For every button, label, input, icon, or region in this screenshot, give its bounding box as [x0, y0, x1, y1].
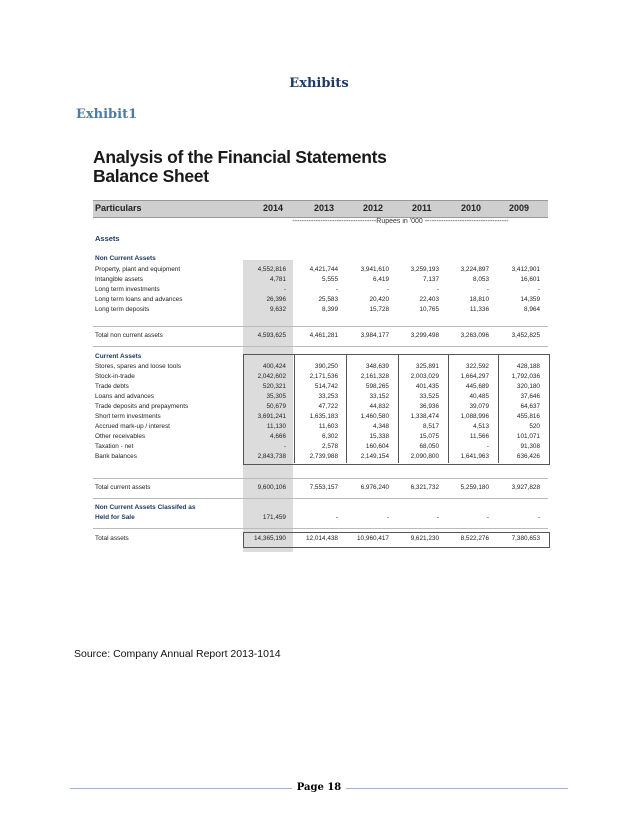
cell-2013: 390,250: [314, 363, 338, 370]
cell-2013: 4,421,744: [309, 266, 338, 273]
cell-2014: 400,424: [262, 363, 286, 370]
total-row: [93, 332, 548, 342]
cell-2011: 8,517: [423, 423, 439, 430]
cell-2012: 15,338: [369, 433, 389, 440]
divider: [93, 498, 548, 499]
cell-2014: 35,305: [266, 393, 286, 400]
current-assets-heading: Current Assets: [95, 353, 142, 360]
cell-2014: 4,552,816: [257, 266, 286, 273]
units-note: ------------------------------------Rupees in '000 ------------------------------------: [292, 218, 509, 225]
cell-2009: -: [537, 514, 540, 521]
cell-2012: 6,976,240: [360, 484, 389, 491]
table-row: [93, 306, 548, 316]
table-row: [93, 393, 548, 403]
cell-2014: 50,679: [266, 403, 286, 410]
cell-2010: 11,336: [469, 306, 489, 313]
cell-2012: 4,348: [373, 423, 389, 430]
cell-2010: 5,259,180: [460, 484, 489, 491]
table-row: [93, 383, 548, 393]
cell-2012: -: [386, 286, 389, 293]
cell-2009: 3,452,825: [511, 332, 540, 339]
cell-2012: 3,941,610: [360, 266, 389, 273]
cell-2009: 14,359: [520, 296, 540, 303]
cell-2011: 22,403: [419, 296, 439, 303]
cell-2009: 16,601: [520, 276, 540, 283]
cell-2012: 20,420: [369, 296, 389, 303]
table-row: [93, 413, 548, 423]
year-header: 2011: [412, 203, 432, 213]
non-current-heading: Non Current Assets: [95, 255, 156, 262]
row-label: Taxation - net: [95, 443, 134, 450]
statement-title: Analysis of the Financial Statements: [93, 147, 387, 167]
cell-2009: 37,646: [520, 393, 540, 400]
cell-2013: 4,461,281: [309, 332, 338, 339]
row-label: Total current assets: [95, 484, 151, 491]
cell-2013: 8,399: [322, 306, 338, 313]
cell-2013: 2,739,988: [309, 453, 338, 460]
divider: [93, 528, 548, 529]
source-note: Source: Company Annual Report 2013-1014: [74, 648, 281, 660]
table-row: [93, 443, 548, 453]
balance-sheet-image: [93, 148, 548, 558]
document-title: Exhibits: [289, 76, 349, 91]
cell-2010: -: [486, 286, 489, 293]
cell-2011: 325,891: [415, 363, 439, 370]
cell-2012: 1,460,580: [360, 413, 389, 420]
cell-2014: -: [283, 443, 286, 450]
row-label: Stock-in-trade: [95, 373, 135, 380]
table-row: [93, 514, 548, 524]
cell-2012: -: [386, 514, 389, 521]
cell-2013: 11,603: [318, 423, 338, 430]
cell-2014: 9,600,106: [257, 484, 286, 491]
cell-2011: 10,765: [419, 306, 439, 313]
cell-2013: 2,578: [322, 443, 338, 450]
cell-2009: 428,188: [516, 363, 540, 370]
row-label: Total assets: [95, 535, 129, 542]
cell-2010: 11,566: [469, 433, 489, 440]
table-row: [93, 276, 548, 286]
cell-2009: 3,412,901: [511, 266, 540, 273]
cell-2014: 520,321: [262, 383, 286, 390]
cell-2010: 40,485: [469, 393, 489, 400]
row-label: Total non current assets: [95, 332, 163, 339]
cell-2014: 4,593,625: [257, 332, 286, 339]
cell-2014: 3,691,241: [257, 413, 286, 420]
cell-2010: -: [486, 514, 489, 521]
cell-2014: 4,666: [270, 433, 286, 440]
cell-2010: 3,263,096: [460, 332, 489, 339]
cell-2011: 2,090,800: [410, 453, 439, 460]
cell-2012: 2,161,328: [360, 373, 389, 380]
cell-2009: 3,927,828: [511, 484, 540, 491]
cell-2009: 7,380,653: [511, 535, 540, 542]
page-number: Page 18: [296, 782, 342, 793]
cell-2011: 3,259,193: [410, 266, 439, 273]
cell-2010: 8,522,276: [460, 535, 489, 542]
cell-2011: 7,137: [423, 276, 439, 283]
cell-2009: 91,308: [520, 443, 540, 450]
cell-2014: 9,632: [270, 306, 286, 313]
row-label: Stores, spares and loose tools: [95, 363, 181, 370]
cell-2010: 1,088,996: [460, 413, 489, 420]
cell-2010: 1,641,963: [460, 453, 489, 460]
cell-2010: 1,664,297: [460, 373, 489, 380]
cell-2013: 1,635,183: [309, 413, 338, 420]
cell-2010: 445,689: [465, 383, 489, 390]
held-for-sale-heading-line2: Held for Sale: [95, 514, 135, 521]
cell-2011: 33,525: [419, 393, 439, 400]
cell-2013: 7,553,157: [309, 484, 338, 491]
cell-2013: 33,253: [318, 393, 338, 400]
cell-2012: 10,960,417: [357, 535, 389, 542]
cell-2010: 18,810: [469, 296, 489, 303]
column-header-bar: [93, 200, 548, 218]
cell-2011: -: [436, 286, 439, 293]
cell-2014: 4,781: [270, 276, 286, 283]
cell-2012: 6,419: [373, 276, 389, 283]
cell-2011: 401,435: [415, 383, 439, 390]
divider: [93, 478, 548, 479]
table-row: [93, 373, 548, 383]
cell-2013: 47,722: [318, 403, 338, 410]
total-row: [93, 484, 548, 494]
cell-2013: 514,742: [314, 383, 338, 390]
cell-2009: 455,816: [516, 413, 540, 420]
statement-subtitle: Balance Sheet: [93, 166, 209, 186]
table-row: [93, 363, 548, 373]
cell-2012: 33,152: [369, 393, 389, 400]
row-label: Intangible assets: [95, 276, 143, 283]
cell-2012: 348,639: [365, 363, 389, 370]
cell-2014: -: [283, 286, 286, 293]
cell-2012: 160,604: [365, 443, 389, 450]
cell-2009: 520: [529, 423, 540, 430]
cell-2009: 64,637: [520, 403, 540, 410]
cell-2011: 68,050: [419, 443, 439, 450]
cell-2014: 171,459: [262, 514, 286, 521]
table-row: [93, 296, 548, 306]
cell-2013: 12,014,438: [306, 535, 338, 542]
cell-2011: 2,003,029: [410, 373, 439, 380]
cell-2009: 636,426: [516, 453, 540, 460]
cell-2014: 2,843,738: [257, 453, 286, 460]
cell-2009: 101,071: [516, 433, 540, 440]
exhibit-label: Exhibit1: [76, 107, 138, 122]
cell-2009: 1,792,036: [511, 373, 540, 380]
cell-2009: -: [537, 286, 540, 293]
cell-2013: 6,302: [322, 433, 338, 440]
particulars-header: Particulars: [95, 203, 142, 213]
cell-2012: 598,265: [365, 383, 389, 390]
table-row: [93, 453, 548, 463]
cell-2009: 320,180: [516, 383, 540, 390]
row-label: Trade debts: [95, 383, 129, 390]
divider: [93, 346, 548, 347]
table-row: [93, 423, 548, 433]
row-label: Accrued mark-up / interest: [95, 423, 170, 430]
cell-2010: 8,053: [473, 276, 489, 283]
cell-2010: 3,224,897: [460, 266, 489, 273]
cell-2012: 15,728: [369, 306, 389, 313]
cell-2010: -: [486, 443, 489, 450]
row-label: Other receivables: [95, 433, 146, 440]
row-label: Trade deposits and prepayments: [95, 403, 189, 410]
table-row: [93, 266, 548, 276]
cell-2014: 14,365,190: [254, 535, 286, 542]
cell-2011: 36,936: [419, 403, 439, 410]
cell-2010: 322,592: [465, 363, 489, 370]
year-header: 2010: [461, 203, 482, 213]
cell-2011: -: [436, 514, 439, 521]
cell-2013: -: [335, 286, 338, 293]
cell-2010: 39,079: [469, 403, 489, 410]
assets-heading: Assets: [95, 234, 120, 243]
year-header: 2013: [314, 203, 335, 213]
table-row: [93, 403, 548, 413]
divider: [93, 326, 548, 327]
cell-2011: 9,621,230: [410, 535, 439, 542]
row-label: Bank balances: [95, 453, 137, 460]
cell-2013: 25,583: [318, 296, 338, 303]
table-row: [93, 433, 548, 443]
cell-2012: 3,984,177: [360, 332, 389, 339]
total-row: [93, 535, 548, 545]
cell-2011: 6,321,732: [410, 484, 439, 491]
year-header: 2014: [263, 203, 284, 213]
cell-2012: 44,832: [369, 403, 389, 410]
cell-2014: 2,042,602: [257, 373, 286, 380]
row-label: Short term investments: [95, 413, 161, 420]
cell-2011: 1,338,474: [410, 413, 439, 420]
row-label: Long term investments: [95, 286, 160, 293]
row-label: Loans and advances: [95, 393, 154, 400]
cell-2011: 15,075: [419, 433, 439, 440]
year-header: 2009: [509, 203, 530, 213]
table-row: [93, 286, 548, 296]
cell-2013: 5,555: [322, 276, 338, 283]
year-header: 2012: [363, 203, 384, 213]
cell-2014: 26,396: [266, 296, 286, 303]
cell-2010: 4,513: [473, 423, 489, 430]
cell-2009: 8,964: [524, 306, 540, 313]
held-for-sale-heading: Non Current Assets Classifed as: [95, 504, 196, 511]
cell-2014: 11,130: [266, 423, 286, 430]
row-label: Long term loans and advances: [95, 296, 183, 303]
row-label: Long term deposits: [95, 306, 150, 313]
cell-2013: 2,171,536: [309, 373, 338, 380]
row-label: Property, plant and equipment: [95, 266, 181, 273]
cell-2012: 2,149,154: [360, 453, 389, 460]
cell-2011: 3,299,498: [410, 332, 439, 339]
cell-2013: -: [335, 514, 338, 521]
